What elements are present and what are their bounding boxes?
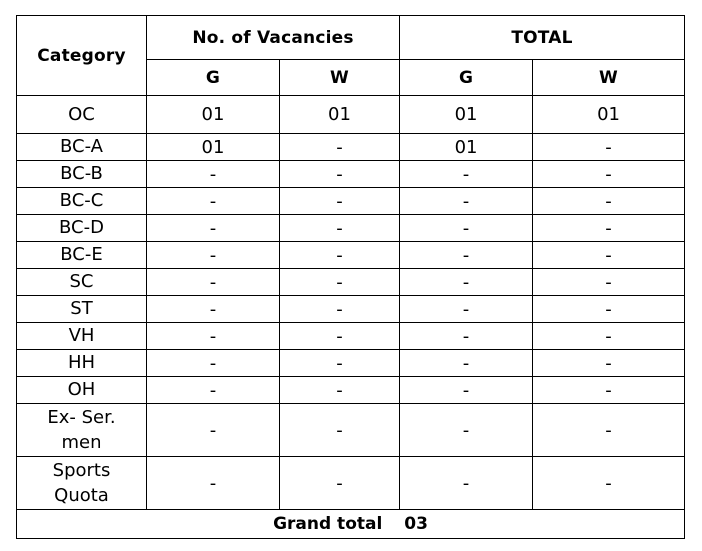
value-cell: - (147, 188, 280, 215)
value-cell: - (400, 242, 533, 269)
grand-total-value: 03 (404, 514, 428, 534)
table-row (17, 188, 685, 215)
value-cell: - (147, 242, 280, 269)
value-cell: - (147, 350, 280, 377)
vacancy-table (16, 15, 685, 539)
value-cell: 01 (400, 96, 533, 134)
value-cell: - (147, 323, 280, 350)
category-cell: OH (17, 377, 147, 404)
table-row (17, 96, 685, 134)
grand-total-cell (17, 510, 685, 539)
category-header: Category (17, 16, 147, 96)
value-cell: 01 (147, 96, 280, 134)
category-cell (17, 404, 147, 457)
value-cell: 01 (280, 96, 400, 134)
category-line: Sports (52, 460, 111, 481)
table-row (17, 457, 685, 510)
value-cell: - (280, 296, 400, 323)
value-cell: - (280, 269, 400, 296)
value-cell: - (533, 188, 685, 215)
category-cell: BC-D (17, 215, 147, 242)
table-row (17, 323, 685, 350)
value-cell: - (400, 377, 533, 404)
table-row (17, 242, 685, 269)
value-cell: - (280, 242, 400, 269)
value-cell: - (147, 377, 280, 404)
value-cell: - (280, 161, 400, 188)
table-row (17, 296, 685, 323)
value-cell: - (147, 269, 280, 296)
category-cell: HH (17, 350, 147, 377)
value-cell: 01 (533, 96, 685, 134)
value-cell: - (280, 350, 400, 377)
category-cell: BC-E (17, 242, 147, 269)
vacancies-w-header: W (280, 60, 400, 96)
value-cell: - (400, 161, 533, 188)
value-cell: - (280, 377, 400, 404)
value-cell: 01 (147, 134, 280, 161)
value-cell: - (280, 404, 400, 457)
value-cell: - (533, 377, 685, 404)
value-cell: - (533, 134, 685, 161)
value-cell: - (280, 215, 400, 242)
vacancies-g-header: G (147, 60, 280, 96)
table-row (17, 404, 685, 457)
category-cell: SC (17, 269, 147, 296)
table-row (17, 215, 685, 242)
value-cell: - (280, 188, 400, 215)
value-cell: - (533, 350, 685, 377)
value-cell: - (400, 323, 533, 350)
value-cell: - (400, 188, 533, 215)
grand-total-row (17, 510, 685, 539)
value-cell: - (533, 269, 685, 296)
value-cell: - (147, 296, 280, 323)
category-cell: ST (17, 296, 147, 323)
value-cell: - (400, 350, 533, 377)
value-cell: 01 (400, 134, 533, 161)
value-cell: - (400, 404, 533, 457)
value-cell: - (147, 161, 280, 188)
category-cell: VH (17, 323, 147, 350)
table-row (17, 377, 685, 404)
vacancies-header: No. of Vacancies (147, 16, 400, 60)
value-cell: - (533, 457, 685, 510)
value-cell: - (280, 457, 400, 510)
value-cell: - (147, 215, 280, 242)
category-line: Quota (54, 485, 109, 506)
value-cell: - (400, 457, 533, 510)
category-line: men (61, 432, 102, 453)
table-row (17, 134, 685, 161)
total-g-header: G (400, 60, 533, 96)
category-line: Ex- Ser. (47, 407, 116, 428)
value-cell: - (533, 215, 685, 242)
category-cell: BC-B (17, 161, 147, 188)
value-cell: - (280, 134, 400, 161)
value-cell: - (400, 215, 533, 242)
value-cell: - (533, 404, 685, 457)
value-cell: - (147, 457, 280, 510)
value-cell: - (400, 269, 533, 296)
category-cell: BC-A (17, 134, 147, 161)
value-cell: - (533, 161, 685, 188)
value-cell: - (147, 404, 280, 457)
total-header: TOTAL (400, 16, 685, 60)
category-cell: BC-C (17, 188, 147, 215)
table-row (17, 350, 685, 377)
value-cell: - (533, 242, 685, 269)
value-cell: - (400, 296, 533, 323)
category-cell (17, 457, 147, 510)
value-cell: - (280, 323, 400, 350)
total-w-header: W (533, 60, 685, 96)
table-row (17, 161, 685, 188)
grand-total-label: Grand total (273, 514, 383, 534)
value-cell: - (533, 296, 685, 323)
value-cell: - (533, 323, 685, 350)
header-row-main (17, 16, 685, 60)
table-row (17, 269, 685, 296)
category-cell: OC (17, 96, 147, 134)
